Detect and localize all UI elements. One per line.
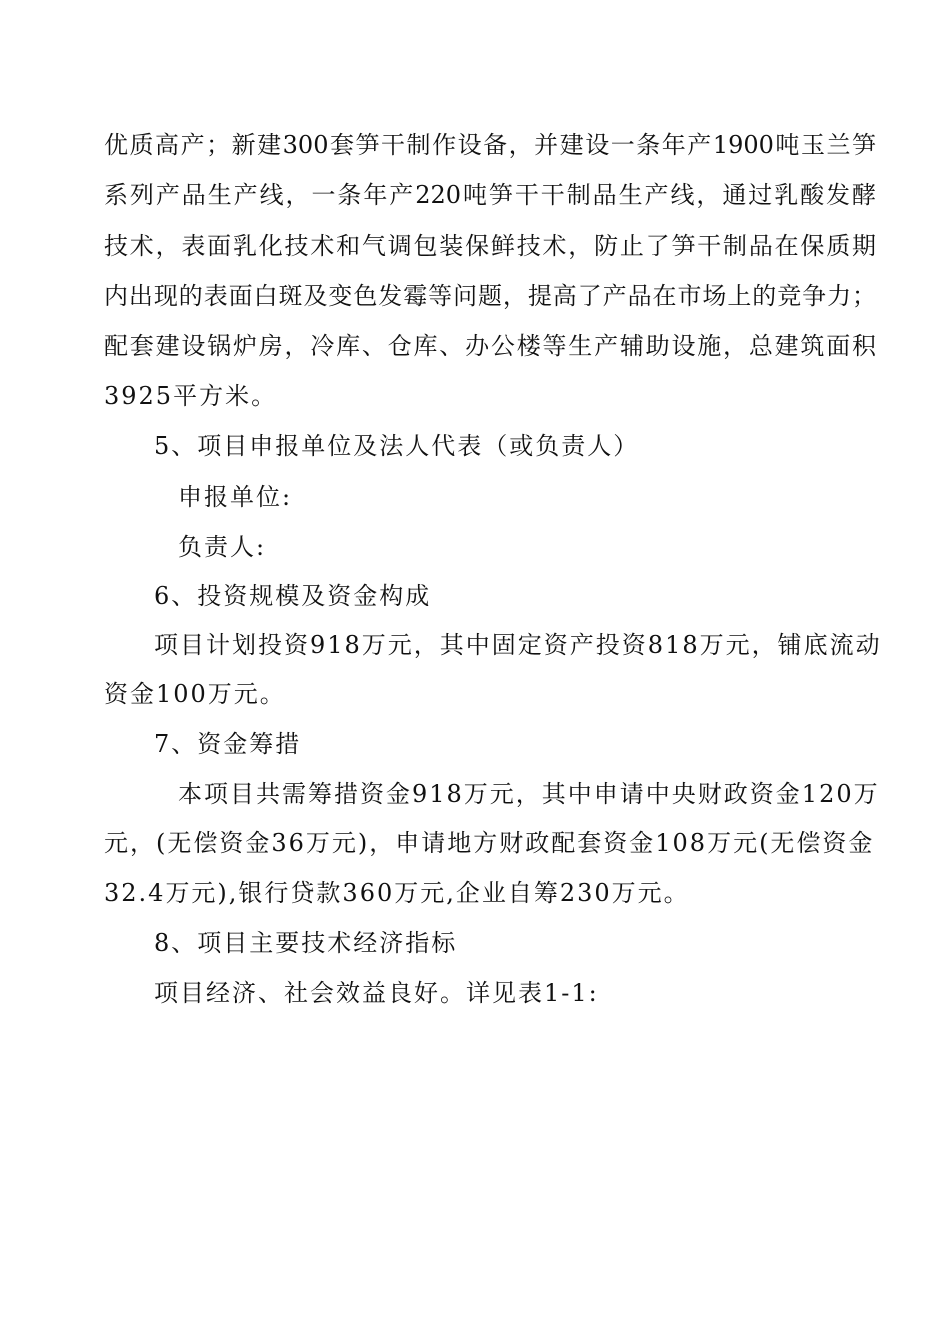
applicant-label: 申报单位: (178, 483, 293, 511)
paragraph-line: 32.4万元),银行贷款360万元,企业自筹230万元。 (104, 879, 690, 907)
paragraph-line: 项目计划投资918万元，其中固定资产投资818万元，铺底流动 (154, 631, 882, 659)
paragraph-line: 系列产品生产线，一条年产220吨笋干干制品生产线，通过乳酸发酵 (104, 181, 876, 209)
section-heading: 8、项目主要技术经济指标 (154, 929, 458, 957)
section-heading: 5、项目申报单位及法人代表（或负责人） (154, 432, 640, 460)
paragraph-line: 内出现的表面白斑及变色发霉等问题，提高了产品在市场上的竞争力； (104, 282, 876, 310)
paragraph-line: 技术，表面乳化技术和气调包装保鲜技术，防止了笋干制品在保质期 (104, 232, 876, 260)
paragraph-line: 配套建设锅炉房，冷库、仓库、办公楼等生产辅助设施，总建筑面积 (104, 332, 876, 360)
section-heading: 7、资金筹措 (154, 730, 302, 758)
paragraph-line: 3925平方米。 (104, 382, 278, 410)
paragraph-line: 本项目共需筹措资金918万元，其中申请中央财政资金120万 (178, 780, 880, 808)
paragraph-line: 优质高产；新建300套笋干制作设备，并建设一条年产1900吨玉兰笋 (104, 131, 876, 159)
responsible-label: 负责人: (178, 533, 267, 561)
paragraph-line: 项目经济、社会效益良好。详见表1-1: (154, 979, 599, 1007)
paragraph-line: 资金100万元。 (104, 680, 286, 708)
section-heading: 6、投资规模及资金构成 (154, 582, 432, 610)
paragraph-line: 元，(无偿资金36万元)，申请地方财政配套资金108万元(无偿资金 (104, 829, 875, 857)
